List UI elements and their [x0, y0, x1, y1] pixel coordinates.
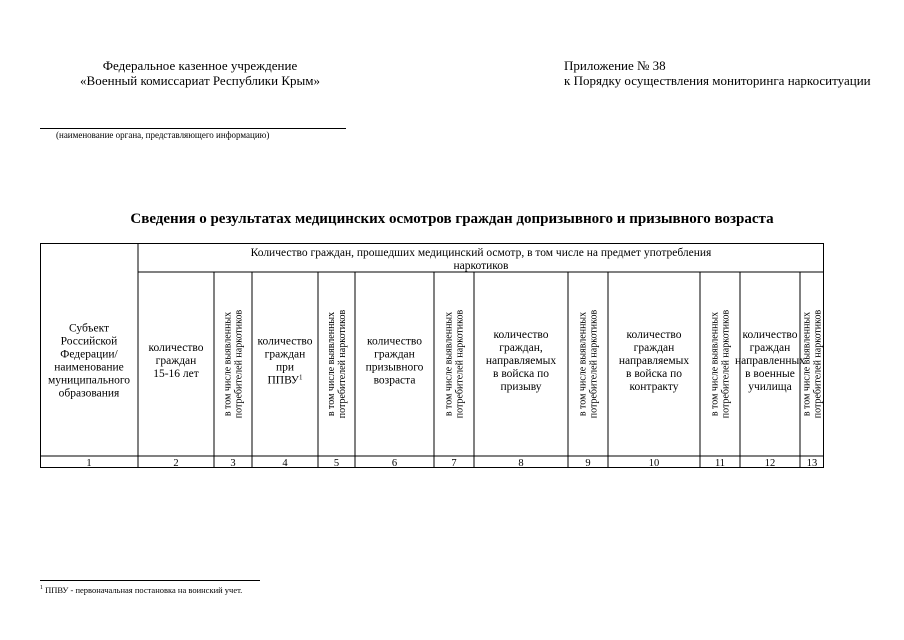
column-header-line: 15-16 лет: [153, 368, 199, 380]
footnote-ref: 1: [299, 373, 303, 382]
column-number: 13: [806, 458, 818, 469]
column-number: 4: [282, 458, 288, 469]
appendix-block: [564, 58, 894, 88]
rotated-header-line: в том числе выявленных: [443, 311, 455, 417]
column-number: 8: [518, 458, 524, 469]
column-header-line: в военные: [745, 368, 795, 380]
column-header-line: направленных: [734, 355, 806, 367]
column-header-line: направляемых: [618, 355, 690, 367]
subject-header-line: образования: [58, 387, 120, 400]
column-header-line: количество: [742, 329, 798, 341]
rotated-header-line: в том числе выявленных: [801, 311, 813, 417]
rotated-header-line: потребителей наркотиков: [588, 309, 600, 419]
footnote-separator: [40, 580, 260, 581]
column-number: 11: [714, 458, 726, 469]
rotated-header-line: в том числе выявленных: [326, 311, 337, 417]
column-header-line: возраста: [373, 374, 416, 387]
results-table: [40, 243, 824, 469]
column-header-line: количество: [626, 329, 682, 341]
rotated-header-line: потребителей наркотиков: [720, 309, 732, 419]
footnote-text: ППВУ - первоначальная постановка на воинский учет.: [45, 585, 243, 595]
rotated-header-line: в том числе выявленных: [709, 311, 721, 417]
column-header-line: граждан: [633, 342, 675, 354]
rotated-header-line: потребителей наркотиков: [337, 309, 348, 419]
subject-header-line: Субъект: [68, 322, 110, 335]
column-number: 12: [764, 458, 776, 469]
column-header-line: ППВУ$^1$: [267, 373, 303, 387]
footnote-mark: 1: [40, 585, 43, 592]
rotated-header-line: потребителей наркотиков: [812, 309, 824, 419]
appendix-number: Приложение № 38: [564, 58, 666, 73]
column-header-line: контракту: [629, 381, 679, 393]
organization-caption: (наименование органа, представляющего информацию): [56, 130, 270, 140]
subject-header-line: наименование: [54, 361, 124, 374]
rotated-header-line: в том числе выявленных: [577, 311, 589, 417]
organization-block: [40, 58, 360, 88]
column-header-line: в войска по: [493, 368, 549, 380]
column-header-line: количество: [493, 329, 549, 341]
column-header-line: направляемых: [485, 355, 557, 367]
rotated-header-line: потребителей наркотиков: [233, 309, 245, 419]
subject-header-line: Федерации/: [60, 348, 118, 361]
subject-header-line: Российской: [60, 335, 118, 348]
footnote: [40, 585, 242, 595]
column-header-line: граждан: [155, 355, 197, 367]
rotated-header-line: потребителей наркотиков: [454, 309, 466, 419]
column-number: 6: [391, 458, 398, 469]
document-title: Сведения о результатах медицинских осмотров граждан допризывного и призывного возраста: [130, 211, 774, 227]
column-number: 10: [648, 458, 660, 469]
subject-header-line: муниципального: [47, 374, 131, 387]
column-header-line: количество: [257, 335, 313, 348]
column-number: 9: [585, 458, 591, 469]
column-number: 2: [173, 458, 179, 469]
column-number: 1: [86, 458, 92, 469]
rotated-header-line: в том числе выявленных: [222, 311, 234, 417]
column-header-line: количество: [367, 335, 422, 348]
organization-line-1: Федеральное казенное учреждение: [102, 58, 298, 73]
organization-underline: [40, 128, 346, 129]
column-header-line: училища: [748, 381, 792, 393]
appendix-reference: к Порядку осуществления мониторинга наркоситуации: [564, 73, 871, 88]
column-header-line: граждан,: [499, 342, 543, 354]
results-table-grid: [40, 243, 824, 469]
column-header-line: граждан: [749, 342, 791, 354]
group-header-line-2: наркотиков: [453, 260, 509, 272]
column-header-line: в войска по: [626, 368, 682, 380]
column-header-line: количество: [148, 342, 204, 354]
column-number: 5: [333, 458, 340, 469]
organization-line-2: «Военный комиссариат Республики Крым»: [80, 73, 320, 88]
column-header-line: призыву: [500, 381, 542, 393]
column-header-line: граждан: [264, 348, 306, 361]
column-header-line: граждан: [374, 348, 415, 361]
column-number: 7: [451, 458, 457, 469]
column-header-line: призывного: [365, 361, 424, 374]
group-header-line-1: Количество граждан, прошедших медицинский осмотр, в том числе на предмет употребления: [250, 247, 712, 259]
column-header-line: при: [275, 361, 295, 374]
column-number: 3: [230, 458, 236, 469]
